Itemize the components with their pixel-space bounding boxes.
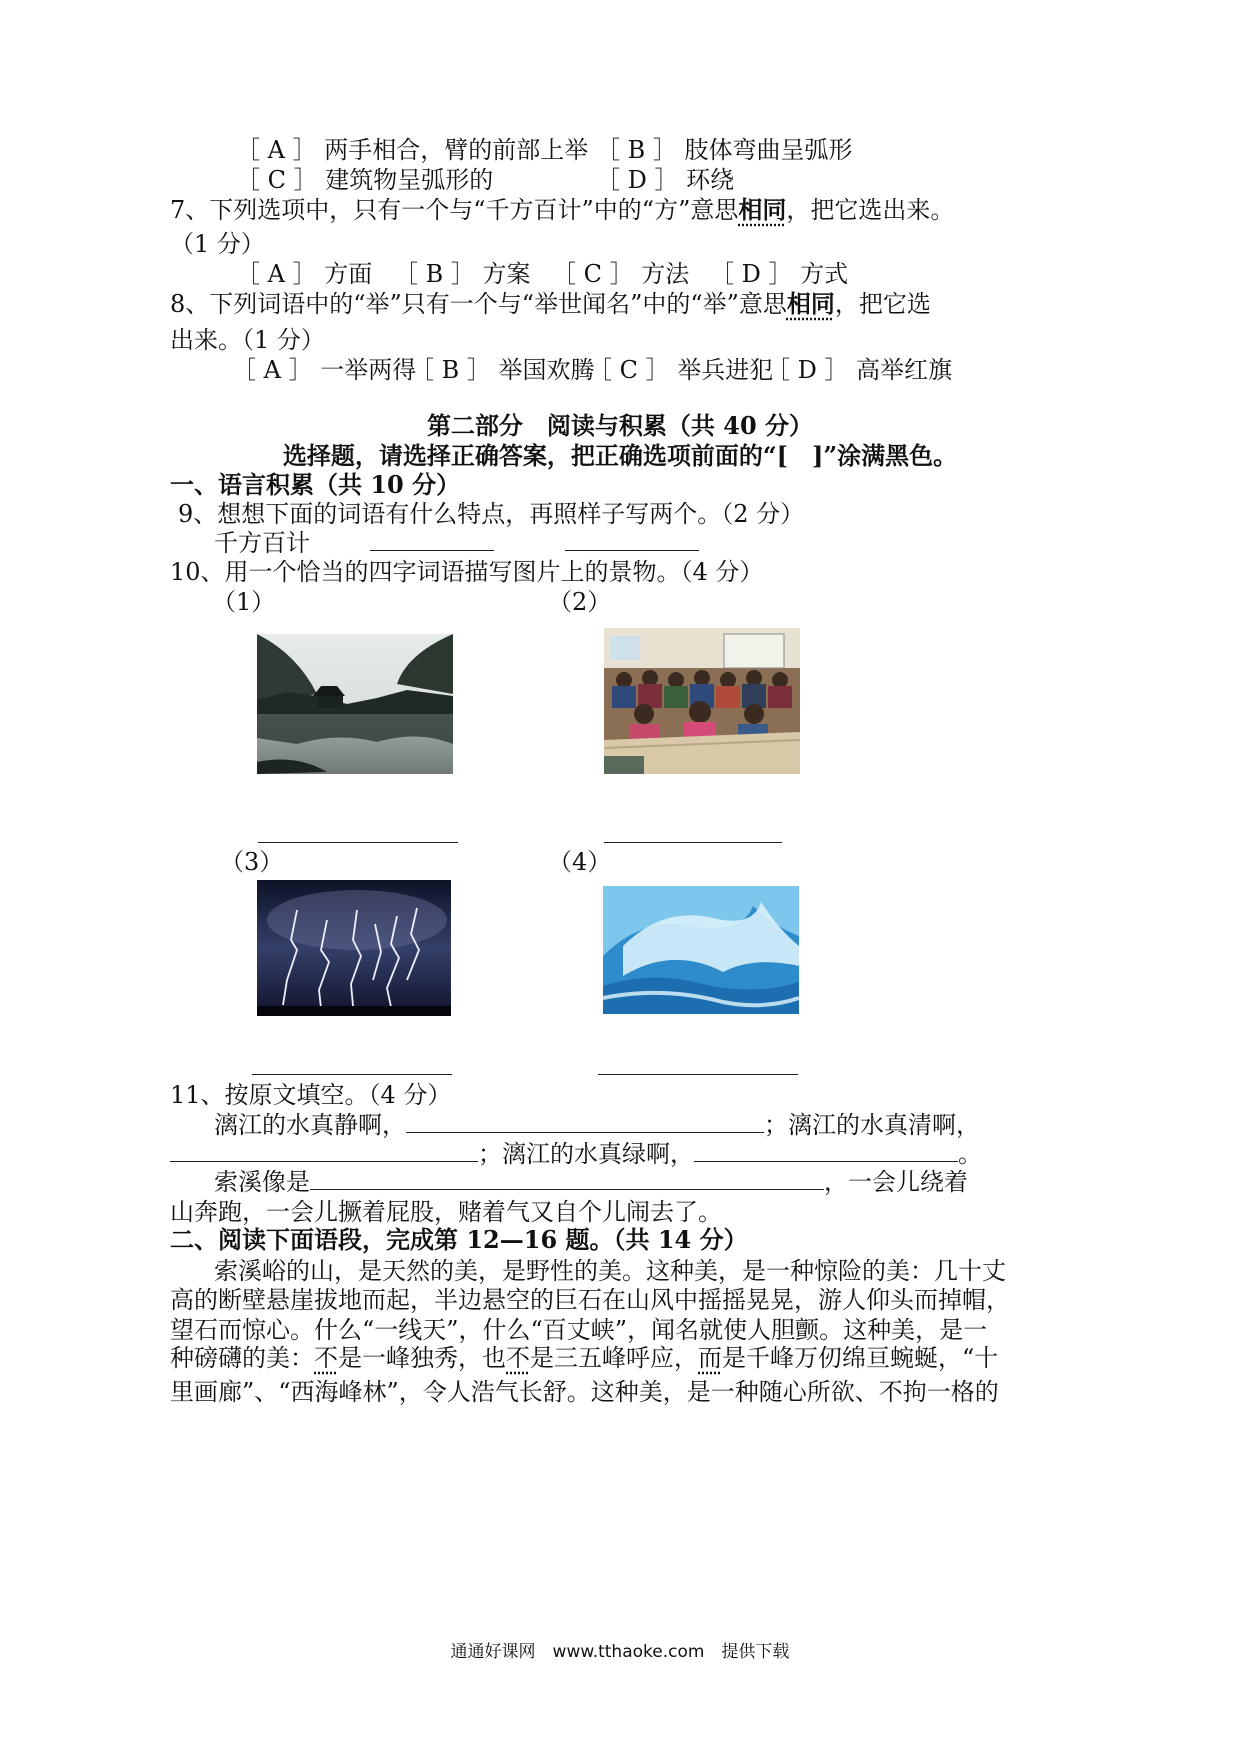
lake-pavilion-image xyxy=(257,634,453,774)
q11-line-4: 山奔跑，一会儿撅着屁股，赌着气又自个儿闹去了。 xyxy=(170,1198,722,1226)
q6-option-d: ［ D ］ 环绕 xyxy=(596,166,735,194)
q7-points: （1 分） xyxy=(170,230,265,258)
q7-question: 7、下列选项中，只有一个与“千方百计”中的“方”意思相同，把它选出来。 xyxy=(170,195,955,224)
ocean-wave-image xyxy=(603,886,799,1014)
passage-line-5: 里画廊”、“西海峰林”，令人浩气长舒。这种美，是一种随心所欲、不拘一格的 xyxy=(170,1378,999,1406)
lightning-image xyxy=(257,880,451,1016)
q10-question: 10、用一个恰当的四字词语描写图片上的景物。（4 分） xyxy=(170,558,764,586)
q8-option-d: ［ D ］ 高举红旗 xyxy=(766,356,953,384)
q9-blank-2[interactable] xyxy=(565,528,699,551)
q10-label-3: （3） xyxy=(220,848,284,876)
q6-option-a: ［ A ］ 两手相合，臂的前部上举 xyxy=(236,136,589,164)
passage-line-2: 高的断壁悬崖拔地而起，半边悬空的巨石在山风中摇摇晃晃，游人仰头而掉帽， xyxy=(170,1286,1010,1314)
q6-option-c: ［ C ］ 建筑物呈弧形的 xyxy=(236,166,494,194)
part2-title: 第二部分 阅读与积累（共 40 分） xyxy=(426,411,814,440)
q8-points: 出来。（1 分） xyxy=(170,326,325,354)
q7-option-a: ［ A ］ 方面 xyxy=(236,260,373,288)
q10-label-1: （1） xyxy=(212,588,276,616)
section1-title: 一、语言积累（共 10 分） xyxy=(170,470,461,499)
q10-label-2: （2） xyxy=(548,588,612,616)
q8-question: 8、下列词语中的“举”只有一个与“举世闻名”中的“举”意思相同，把它选 xyxy=(170,289,931,318)
q6-option-b: ［ B ］ 肢体弯曲呈弧形 xyxy=(596,136,853,164)
q8-option-a: ［ A ］ 一举两得 xyxy=(232,356,417,384)
passage-line-4: 种磅礴的美：不是一峰独秀，也不是三五峰呼应，而是千峰万仞绵亘蜿蜒，“十 xyxy=(170,1344,999,1372)
passage-line-1: 索溪峪的山，是天然的美，是野性的美。这种美，是一种惊险的美：几十丈 xyxy=(214,1257,1006,1285)
page-footer: 通通好课网 www.tthaoke.com 提供下载 xyxy=(450,1642,790,1662)
q9-question: 9、想想下面的词语有什么特点，再照样子写两个。（2 分） xyxy=(178,500,805,528)
q10-label-4: （4） xyxy=(548,848,612,876)
q10-blank-2[interactable] xyxy=(604,820,782,843)
q11-blank-4[interactable] xyxy=(310,1167,824,1190)
q7-option-c: ［ C ］ 方法 xyxy=(552,260,690,288)
q10-blank-4[interactable] xyxy=(598,1052,798,1075)
q8-option-b: ［ B ］ 举国欢腾 xyxy=(410,356,595,384)
q11-blank-2[interactable] xyxy=(170,1139,478,1162)
q11-blank-1[interactable] xyxy=(406,1110,764,1133)
passage-line-3: 望石而惊心。什么“一线天”，什么“百丈峡”，闻名就使人胆颤。这种美，是一 xyxy=(170,1316,988,1344)
section2-title: 二、阅读下面语段，完成第 12—16 题。（共 14 分） xyxy=(170,1225,748,1254)
classroom-image xyxy=(604,628,800,774)
q10-blank-3[interactable] xyxy=(252,1052,452,1075)
q7-option-b: ［ B ］ 方案 xyxy=(394,260,531,288)
q7-option-d: ［ D ］ 方式 xyxy=(710,260,849,288)
q11-blank-3[interactable] xyxy=(694,1139,958,1162)
part2-instruction: 选择题，请选择正确答案，把正确选项前面的“[ ]”涂满黑色。 xyxy=(282,441,958,470)
q9-example: 千方百计 xyxy=(214,529,310,557)
q9-blank-1[interactable] xyxy=(370,528,494,551)
q8-option-c: ［ C ］ 举兵进犯 xyxy=(588,356,774,384)
q11-question: 11、按原文填空。（4 分） xyxy=(170,1081,452,1109)
q10-blank-1[interactable] xyxy=(258,820,458,843)
